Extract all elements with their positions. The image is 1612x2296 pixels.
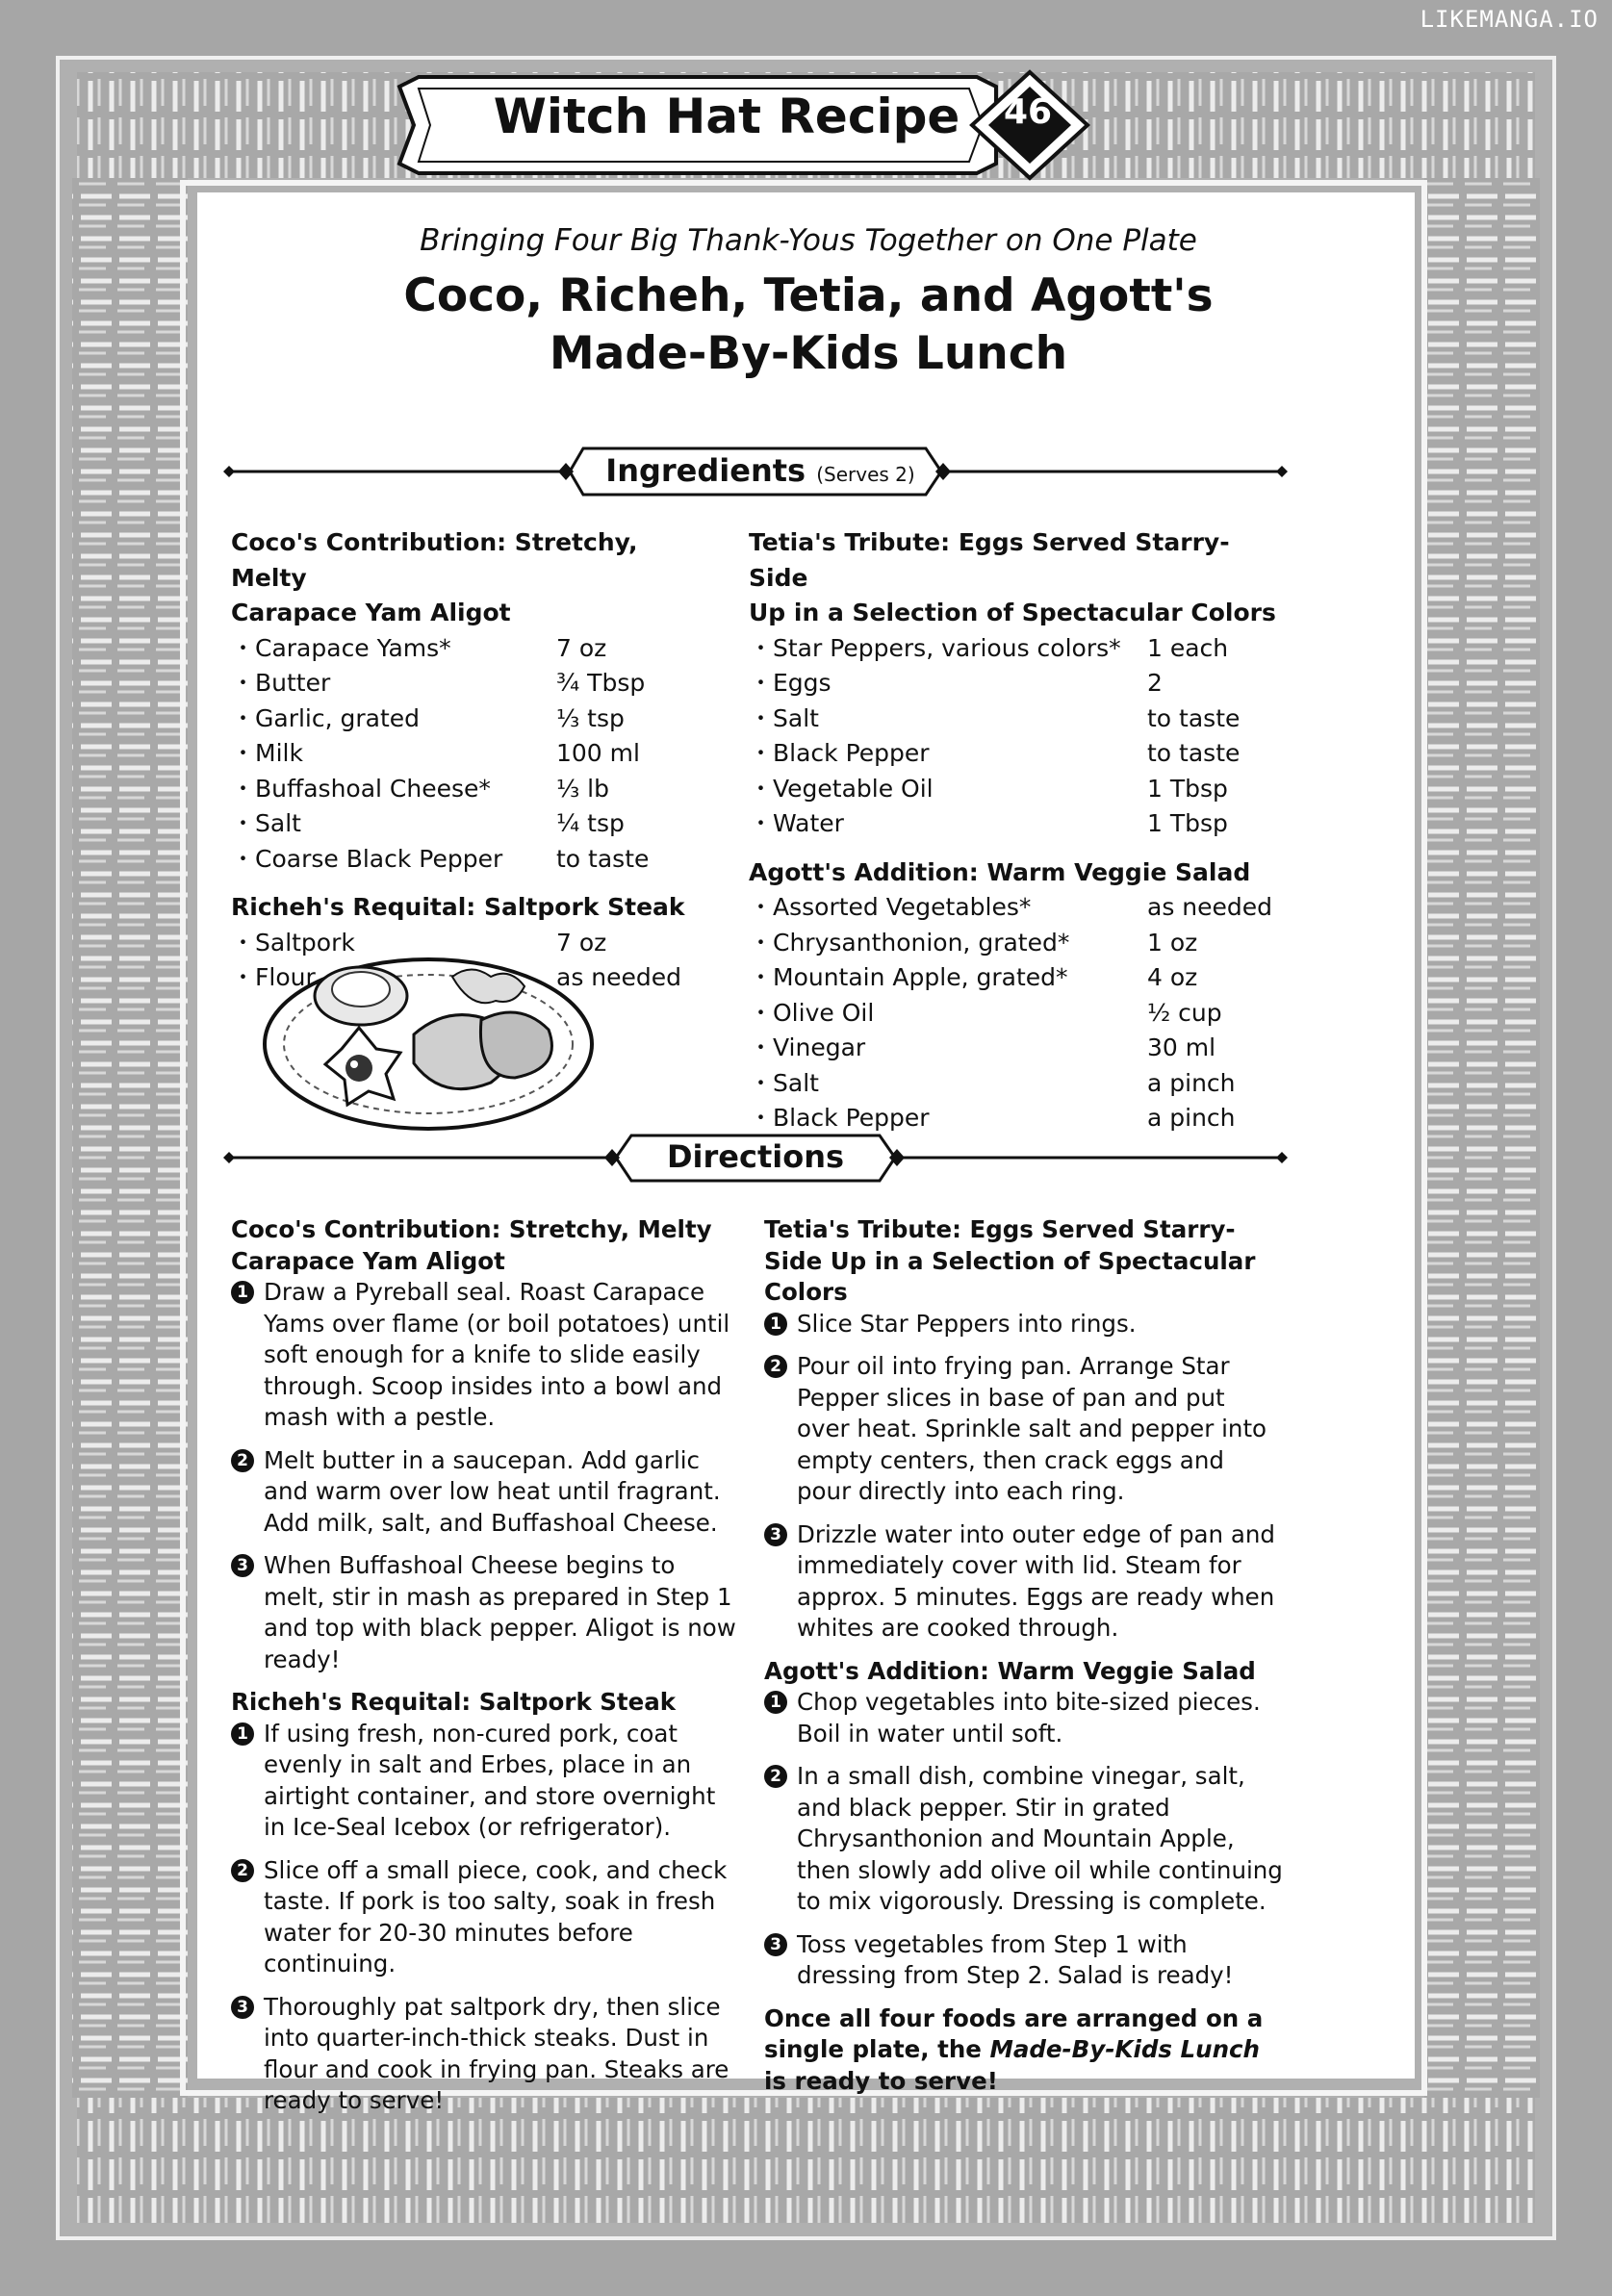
step-number-badge: 3 bbox=[231, 1554, 254, 1577]
recipe-title-line-2: Made-By-Kids Lunch bbox=[549, 327, 1068, 380]
ingredient-row bbox=[749, 996, 1288, 1032]
ingredient-name: ・Salt bbox=[231, 809, 301, 837]
direction-step bbox=[764, 1929, 1284, 1992]
step-text: Thoroughly pat saltpork dry, then slice into quarter-inch-thick steaks. Dust in flour and cook in frying pan. Steaks are ready to serve! bbox=[264, 1992, 729, 2114]
directions-heading: Directions bbox=[666, 1138, 845, 1175]
ingredient-name: ・Butter bbox=[231, 669, 331, 697]
closing-prefix: Once all four foods are arranged on a single plate, the bbox=[764, 2003, 1264, 2063]
ingredient-row bbox=[749, 666, 1288, 702]
ingredient-row bbox=[749, 772, 1288, 807]
ingredient-name: ・Salt bbox=[749, 1068, 819, 1097]
ingredient-qty: ½ cup bbox=[1147, 998, 1222, 1027]
step-text: When Buffashoal Cheese begins to melt, stir in mash as prepared in Step 1 and top with black pepper. Aligot is now ready! bbox=[264, 1551, 736, 1673]
direction-step bbox=[764, 1761, 1284, 1918]
recipe-series-title: Witch Hat Recipe bbox=[493, 89, 960, 144]
step-text: Toss vegetables from Step 1 with dressing from Step 2. Salad is ready! bbox=[797, 1929, 1234, 1989]
step-number-badge: 2 bbox=[764, 1765, 787, 1788]
ingredient-row bbox=[749, 736, 1288, 772]
direction-step bbox=[231, 1855, 741, 1980]
ingredient-name: ・Eggs bbox=[749, 669, 832, 697]
ingredient-name: ・Assorted Vegetables* bbox=[749, 893, 1032, 921]
coco-ingredients-heading-line-1: Coco's Contribution: Stretchy, Melty bbox=[231, 528, 638, 592]
ingredient-qty: ¼ tsp bbox=[556, 809, 625, 837]
lunch-plate-illustration bbox=[260, 943, 597, 1135]
ingredient-row bbox=[231, 736, 693, 772]
ingredient-name: ・Vegetable Oil bbox=[749, 774, 934, 803]
tetia-ingredients-heading-line-2: Up in a Selection of Spectacular Colors bbox=[749, 599, 1276, 626]
ingredient-qty: to taste bbox=[1147, 703, 1241, 732]
step-text: Draw a Pyreball seal. Roast Carapace Yams over flame (or boil potatoes) until soft enough for a knife to slide easily through. Scoop insides into a bowl and mash with a pestle. bbox=[264, 1278, 730, 1431]
ingredient-qty: ⅓ tsp bbox=[556, 703, 625, 732]
ingredient-qty: a pinch bbox=[1147, 1104, 1236, 1132]
ingredient-row bbox=[231, 631, 693, 667]
ingredient-row bbox=[231, 702, 693, 737]
ingredient-name: ・Black Pepper bbox=[749, 1104, 930, 1132]
step-number-badge: 2 bbox=[764, 1355, 787, 1378]
step-text: In a small dish, combine vinegar, salt, and black pepper. Stir in grated Chrysanthonion and Mountain Apple, then slowly add olive oil while continuing to mix vigorously. Dressing is complete. bbox=[797, 1762, 1283, 1915]
step-text: Slice Star Peppers into rings. bbox=[797, 1309, 1137, 1338]
ingredient-qty: to taste bbox=[556, 844, 650, 873]
ingredients-heading-text: Ingredients bbox=[605, 452, 806, 489]
ingredient-qty: as needed bbox=[556, 963, 682, 991]
ingredient-qty: 1 Tbsp bbox=[1147, 774, 1228, 803]
coco-directions-heading bbox=[231, 1214, 741, 1277]
ingredient-row bbox=[231, 806, 693, 842]
richeh-directions-heading: Richeh's Requital: Saltpork Steak bbox=[231, 1688, 677, 1716]
ingredient-row bbox=[231, 666, 693, 702]
ingredient-name: ・Buffashoal Cheese* bbox=[231, 774, 491, 803]
tetia-directions-heading-line-2: Side Up in a Selection of Spectacular bbox=[764, 1246, 1256, 1275]
serves-note: (Serves 2) bbox=[816, 463, 915, 486]
ingredient-name: ・Flour bbox=[231, 963, 316, 991]
coco-ingredients-heading-line-2: Carapace Yam Aligot bbox=[231, 599, 511, 626]
ingredient-qty: as needed bbox=[1147, 893, 1273, 921]
ingredient-name: ・Carapace Yams* bbox=[231, 633, 451, 662]
step-number-badge: 3 bbox=[764, 1523, 787, 1546]
direction-step bbox=[764, 1519, 1284, 1645]
ingredient-name: ・Milk bbox=[231, 739, 303, 767]
direction-step bbox=[231, 1277, 741, 1434]
agott-directions-heading: Agott's Addition: Warm Veggie Salad bbox=[764, 1656, 1256, 1685]
step-number-badge: 3 bbox=[764, 1933, 787, 1956]
tetia-directions-heading-line-3: Colors bbox=[764, 1278, 848, 1306]
ingredient-name: ・Salt bbox=[749, 703, 819, 732]
step-text: Chop vegetables into bite-sized pieces. Boil in water until soft. bbox=[797, 1688, 1261, 1748]
coco-directions-heading-line-2: Carapace Yam Aligot bbox=[231, 1246, 505, 1275]
step-text: Drizzle water into outer edge of pan and immediately cover with lid. Steam for approx. 5 minutes. Eggs are ready when whites are cooked through. bbox=[797, 1519, 1275, 1642]
recipe-title-line-1: Coco, Richeh, Tetia, and Agott's bbox=[403, 269, 1214, 322]
ingredient-row bbox=[231, 772, 693, 807]
closing-suffix: is ready to serve! bbox=[764, 2066, 998, 2095]
ingredient-name: ・Garlic, grated bbox=[231, 703, 421, 732]
tetia-directions-heading bbox=[764, 1214, 1284, 1309]
tetia-directions-heading-line-1: Tetia's Tribute: Eggs Served Starry- bbox=[764, 1215, 1236, 1243]
ingredient-qty: a pinch bbox=[1147, 1068, 1236, 1097]
agott-ingredient-list bbox=[749, 890, 1288, 1136]
ingredient-name: ・Olive Oil bbox=[749, 998, 875, 1027]
ingredient-row bbox=[749, 1066, 1288, 1102]
ingredient-row bbox=[749, 1101, 1288, 1136]
ingredient-name: ・Vinegar bbox=[749, 1033, 866, 1061]
ingredient-row bbox=[231, 842, 693, 878]
ingredient-row bbox=[749, 1031, 1288, 1066]
step-text: Melt butter in a saucepan. Add garlic and warm over low heat until fragrant. Add milk, salt, and Buffashoal Cheese. bbox=[264, 1445, 721, 1537]
tetia-ingredient-list bbox=[749, 631, 1288, 842]
step-number-badge: 1 bbox=[231, 1722, 254, 1746]
ingredient-row bbox=[749, 960, 1288, 996]
step-number-badge: 2 bbox=[231, 1449, 254, 1472]
ingredient-row bbox=[749, 631, 1288, 667]
ingredients-left-column bbox=[231, 525, 693, 996]
watermark: LIKEMANGA.IO bbox=[1420, 6, 1599, 33]
ingredient-name: ・Chrysanthonion, grated* bbox=[749, 928, 1070, 957]
direction-step bbox=[764, 1687, 1284, 1749]
coco-ingredient-list bbox=[231, 631, 693, 878]
step-number-badge: 1 bbox=[764, 1313, 787, 1336]
ingredient-qty: 7 oz bbox=[556, 633, 607, 662]
direction-step bbox=[231, 1550, 741, 1675]
ingredient-qty: ¾ Tbsp bbox=[556, 669, 646, 697]
direction-step bbox=[231, 1719, 741, 1844]
ingredient-name: ・Saltpork bbox=[231, 928, 355, 957]
step-number-badge: 3 bbox=[231, 1996, 254, 2019]
ingredients-right-column bbox=[749, 525, 1288, 1136]
tetia-ingredients-heading bbox=[749, 525, 1288, 631]
directions-left-column bbox=[231, 1214, 741, 2129]
step-text: Slice off a small piece, cook, and check taste. If pork is too salty, soak in fresh water for 20-30 minutes before continuing. bbox=[264, 1855, 728, 1977]
ingredient-qty: ⅓ lb bbox=[556, 774, 609, 803]
ingredient-name: ・Black Pepper bbox=[749, 739, 930, 767]
ingredient-qty: 1 each bbox=[1147, 633, 1229, 662]
ingredient-name: ・Coarse Black Pepper bbox=[231, 844, 503, 873]
recipe-number-badge: 46 bbox=[1003, 92, 1053, 132]
ingredient-row bbox=[749, 806, 1288, 842]
direction-step bbox=[764, 1309, 1284, 1340]
ingredient-qty: 1 oz bbox=[1147, 928, 1198, 957]
ingredient-qty: 2 bbox=[1147, 669, 1163, 697]
coco-directions-heading-line-1: Coco's Contribution: Stretchy, Melty bbox=[231, 1215, 712, 1243]
ingredients-heading bbox=[577, 452, 943, 489]
step-number-badge: 1 bbox=[231, 1281, 254, 1304]
tetia-ingredients-heading-line-1: Tetia's Tribute: Eggs Served Starry-Side bbox=[749, 528, 1230, 592]
directions-right-column bbox=[764, 1214, 1284, 2097]
step-number-badge: 1 bbox=[764, 1691, 787, 1714]
ingredient-row bbox=[749, 702, 1288, 737]
direction-step bbox=[231, 1445, 741, 1540]
agott-ingredients-heading: Agott's Addition: Warm Veggie Salad bbox=[749, 857, 1251, 886]
direction-step bbox=[231, 1992, 741, 2117]
ingredient-qty: 100 ml bbox=[556, 739, 640, 767]
direction-step bbox=[764, 1351, 1284, 1508]
richeh-ingredients-heading: Richeh's Requital: Saltpork Steak bbox=[231, 893, 685, 921]
ingredient-name: ・Water bbox=[749, 809, 844, 837]
coco-ingredients-heading bbox=[231, 525, 693, 631]
ingredient-name: ・Mountain Apple, grated* bbox=[749, 963, 1068, 991]
closing-dish-name: Made-By-Kids Lunch bbox=[989, 2035, 1260, 2063]
ingredient-qty: 4 oz bbox=[1147, 963, 1198, 991]
ingredient-qty: 1 Tbsp bbox=[1147, 809, 1228, 837]
step-number-badge: 2 bbox=[231, 1859, 254, 1882]
ingredient-row bbox=[749, 926, 1288, 961]
step-text: Pour oil into frying pan. Arrange Star Pepper slices in base of pan and put over heat. Sprinkle salt and pepper into empty centers, then crack eggs and pour directly into each ring. bbox=[797, 1352, 1267, 1505]
ingredient-qty: 7 oz bbox=[556, 928, 607, 957]
closing-note bbox=[764, 2003, 1284, 2098]
recipe-subtitle: Bringing Four Big Thank-Yous Together on One Plate bbox=[420, 223, 1197, 258]
ingredient-qty: 30 ml bbox=[1147, 1033, 1216, 1061]
ingredient-row bbox=[749, 890, 1288, 926]
step-text: If using fresh, non-cured pork, coat evenly in salt and Erbes, place in an airtight container, and store overnight in Ice-Seal Icebox (or refrigerator). bbox=[264, 1719, 716, 1841]
ingredient-qty: to taste bbox=[1147, 739, 1241, 767]
ingredient-name: ・Star Peppers, various colors* bbox=[749, 633, 1121, 662]
